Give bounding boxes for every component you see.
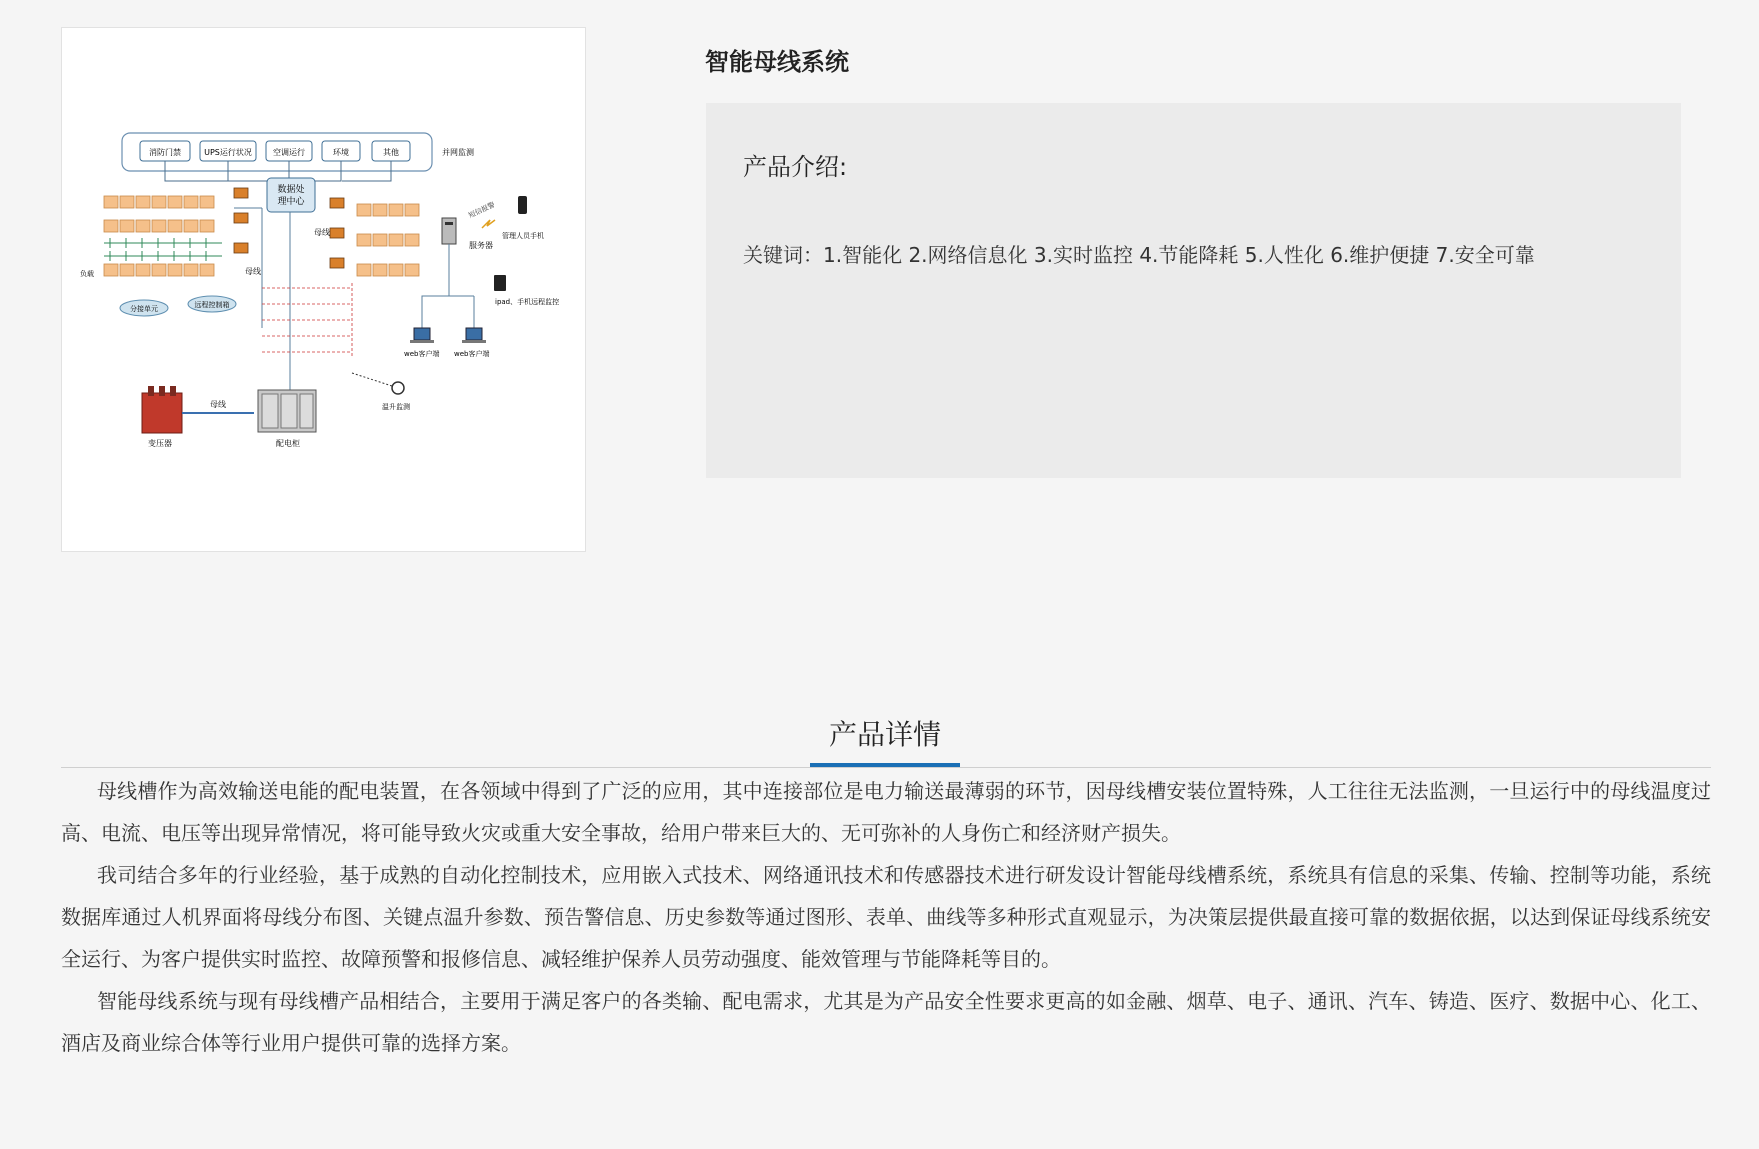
monitor-label: 并网监测 [442, 148, 474, 157]
web-client-1-label: web客户端 [404, 350, 440, 358]
top-box-4 [322, 141, 360, 161]
detail-paragraph-3: 智能母线系统与现有母线槽产品相结合，主要用于满足客户的各类输、配电需求，尤其是为产品安全性要求更高的如金融、烟草、电子、通讯、汽车、铸造、医疗、数据中心、化工、酒店及商业综合体等行业用户提供可靠的选择方案。 [61, 989, 1711, 1055]
top-box-2 [200, 141, 256, 161]
transformer-label: 变压器 [148, 439, 172, 448]
detail-paragraph-2: 我司结合多年的行业经验，基于成熟的自动化控制技术，应用嵌入式技术、网络通讯技术和传感器技术进行研发设计智能母线槽系统，系统具有信息的采集、传输、控制等功能，系统数据库通过人机界面将母线分布图、关键点温升参数、预告警信息、历史参数等通过图形、表单、曲线等多种形式直观显示，为决策层提供最直接可靠的数据依据，以达到保证母线系统安全运行、为客户提供实时监控、故障预警和报修信息、减轻维护保养人员劳动强度、能效管理与节能降耗等目的。 [61, 863, 1711, 971]
svg-text:数据处: 数据处 [277, 185, 305, 195]
phone-icon [518, 196, 527, 214]
control-bubble [188, 296, 236, 312]
top-box-3 [266, 141, 312, 161]
cabinet-label: 配电柜 [276, 439, 300, 448]
top-box-1 [140, 141, 190, 161]
svg-text:其他: 其他 [383, 148, 399, 157]
system-diagram [62, 28, 585, 551]
load-label: 负载 [80, 270, 94, 278]
web-client-2-label: web客户端 [454, 350, 490, 358]
product-title: 智能母线系统 [705, 48, 849, 76]
tablet-icon [494, 275, 506, 291]
temp-label: 温升监测 [382, 403, 410, 411]
server-icon [442, 218, 456, 244]
product-intro-panel [706, 103, 1681, 478]
cabinet-icon [258, 390, 316, 432]
svg-text:理中心: 理中心 [277, 197, 305, 207]
intro-keywords: 关键词：1.智能化 2.网络信息化 3.实时监控 4.节能降耗 5.人性化 6.维护便捷 7.安全可靠 [743, 243, 1535, 267]
busbar-label: 母线 [314, 228, 330, 237]
alarm-label: 短信报警 [467, 200, 497, 220]
tab-product-detail[interactable]: 产品详情 [810, 715, 960, 767]
detail-paragraph-1: 母线槽作为高效输送电能的配电装置，在各领域中得到了广泛的应用，其中连接部位是电力输送最薄弱的环节，因母线槽安装位置特殊，人工往往无法监测，一旦运行中的母线温度过高、电流、电压等出现异常情况，将可能导致火灾或重大安全事故，给用户带来巨大的、无可弥补的人身伤亡和经济财产损失。 [61, 779, 1711, 845]
svg-text:远程控制箱: 远程控制箱 [194, 301, 230, 309]
svg-text:空调运行: 空调运行 [273, 148, 305, 157]
ipad-label: ipad、手机远程监控 [495, 298, 560, 306]
server-label: 服务器 [469, 241, 493, 250]
temp-sensor-icon [352, 373, 404, 394]
transformer-icon [142, 386, 182, 433]
busbar-label-2: 母线 [245, 267, 261, 276]
svg-text:UPS运行状况: UPS运行状况 [204, 148, 252, 157]
data-center-box [267, 178, 315, 212]
phone-label: 管理人员手机 [502, 232, 544, 240]
left-units [104, 196, 214, 276]
intro-heading: 产品介绍: [743, 153, 848, 181]
laptop-icon-1 [410, 328, 434, 343]
unit-bubble [120, 300, 168, 316]
svg-text:环境: 环境 [333, 148, 349, 157]
top-box-5 [372, 141, 410, 161]
tab-divider [61, 767, 1711, 768]
svg-text:分接单元: 分接单元 [130, 305, 158, 313]
right-units [357, 204, 419, 276]
laptop-icon-2 [462, 328, 486, 343]
detail-body [61, 770, 1711, 1064]
product-image [61, 27, 586, 552]
bus-link-label: 母线 [210, 400, 226, 409]
svg-text:消防门禁: 消防门禁 [149, 148, 181, 157]
